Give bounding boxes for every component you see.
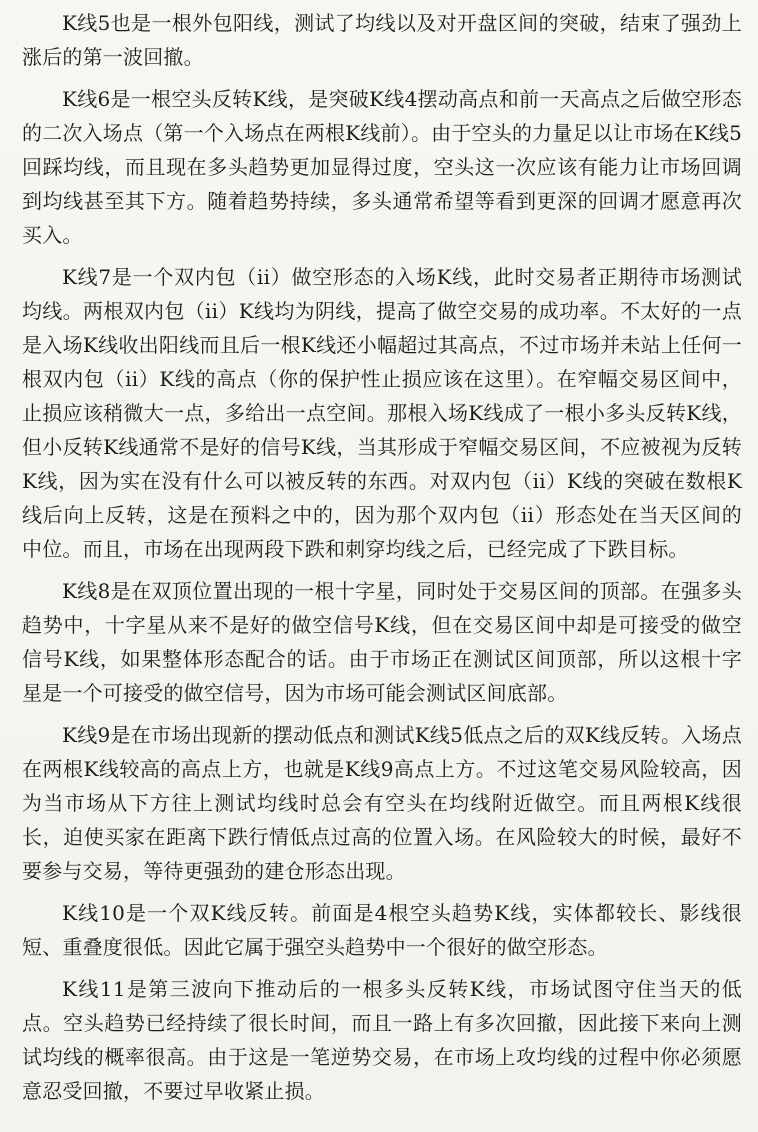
paragraph-bar-6: K线6是一根空头反转K线，是突破K线4摆动高点和前一天高点之后做空形态的二次入场点（第一个入场点在两根K线前）。由于空头的力量足以让市场在K线5回踩均线，而且现在多头趋势更加显得过度，空头这一次应该有能力让市场回调到均线甚至其下方。随着趋势持续，多头通常希望等看到更深的回调才愿意再次买入。 [22,87,743,247]
page-body-text [22,6,742,1116]
paragraph-bar-8: K线8是在双顶位置出现的一根十字星，同时处于交易区间的顶部。在强多头趋势中，十字星从来不是好的做空信号K线，但在交易区间中却是可接受的做空信号K线，如果整体形态配合的话。由于市场正在测试区间顶部，所以这根十字星是一个可接受的做空信号，因为市场可能会测试区间底部。 [22,579,742,705]
paragraph-bar-10: K线10是一个双K线反转。前面是4根空头趋势K线，实体都较长、影线很短、重叠度很低。因此它属于强空头趋势中一个很好的做空形态。 [22,901,742,959]
paragraph-bar-11: K线11是第三波向下推动后的一根多头反转K线，市场试图守住当天的低点。空头趋势已经持续了很长时间，而且一路上有多次回撤，因此接下来向上测试均线的概率很高。由于这是一笔逆势交易，在市场上攻均线的过程中你必须愿意忍受回撤，不要过早收紧止损。 [22,977,742,1103]
paragraph-bar-9: K线9是在市场出现新的摆动低点和测试K线5低点之后的双K线反转。入场点在两根K线较高的高点上方，也就是K线9高点上方。不过这笔交易风险较高，因为当市场从下方往上测试均线时总会有空头在均线附近做空。而且两根K线很长，迫使买家在距离下跌行情低点过高的位置入场。在风险较大的时候，最好不要参与交易，等待更强劲的建仓形态出现。 [22,723,742,883]
paragraph-bar-5: K线5也是一根外包阳线，测试了均线以及对开盘区间的突破，结束了强劲上涨后的第一波回撤。 [22,11,742,69]
paragraph-bar-7: K线7是一个双内包（ii）做空形态的入场K线，此时交易者正期待市场测试均线。两根双内包（ii）K线均为阴线，提高了做空交易的成功率。不太好的一点是入场K线收出阳线而且后一根K线还小幅超过其高点，不过市场并未站上任何一根双内包（ii）K线的高点（你的保护性止损应该在这里）。在窄幅交易区间中，止损应该稍微大一点，多给出一点空间。那根入场K线成了一根小多头反转K线，但小反转K线通常不是好的信号K线，当其形成于窄幅交易区间，不应被视为反转K线，因为实在没有什么可以被反转的东西。对双内包（ii）K线的突破在数根K线后向上反转，这是在预料之中的，因为那个双内包（ii）形态处在当天区间的中位。而且，市场在出现两段下跌和刺穿均线之后，已经完成了下跌目标。 [22,265,742,561]
